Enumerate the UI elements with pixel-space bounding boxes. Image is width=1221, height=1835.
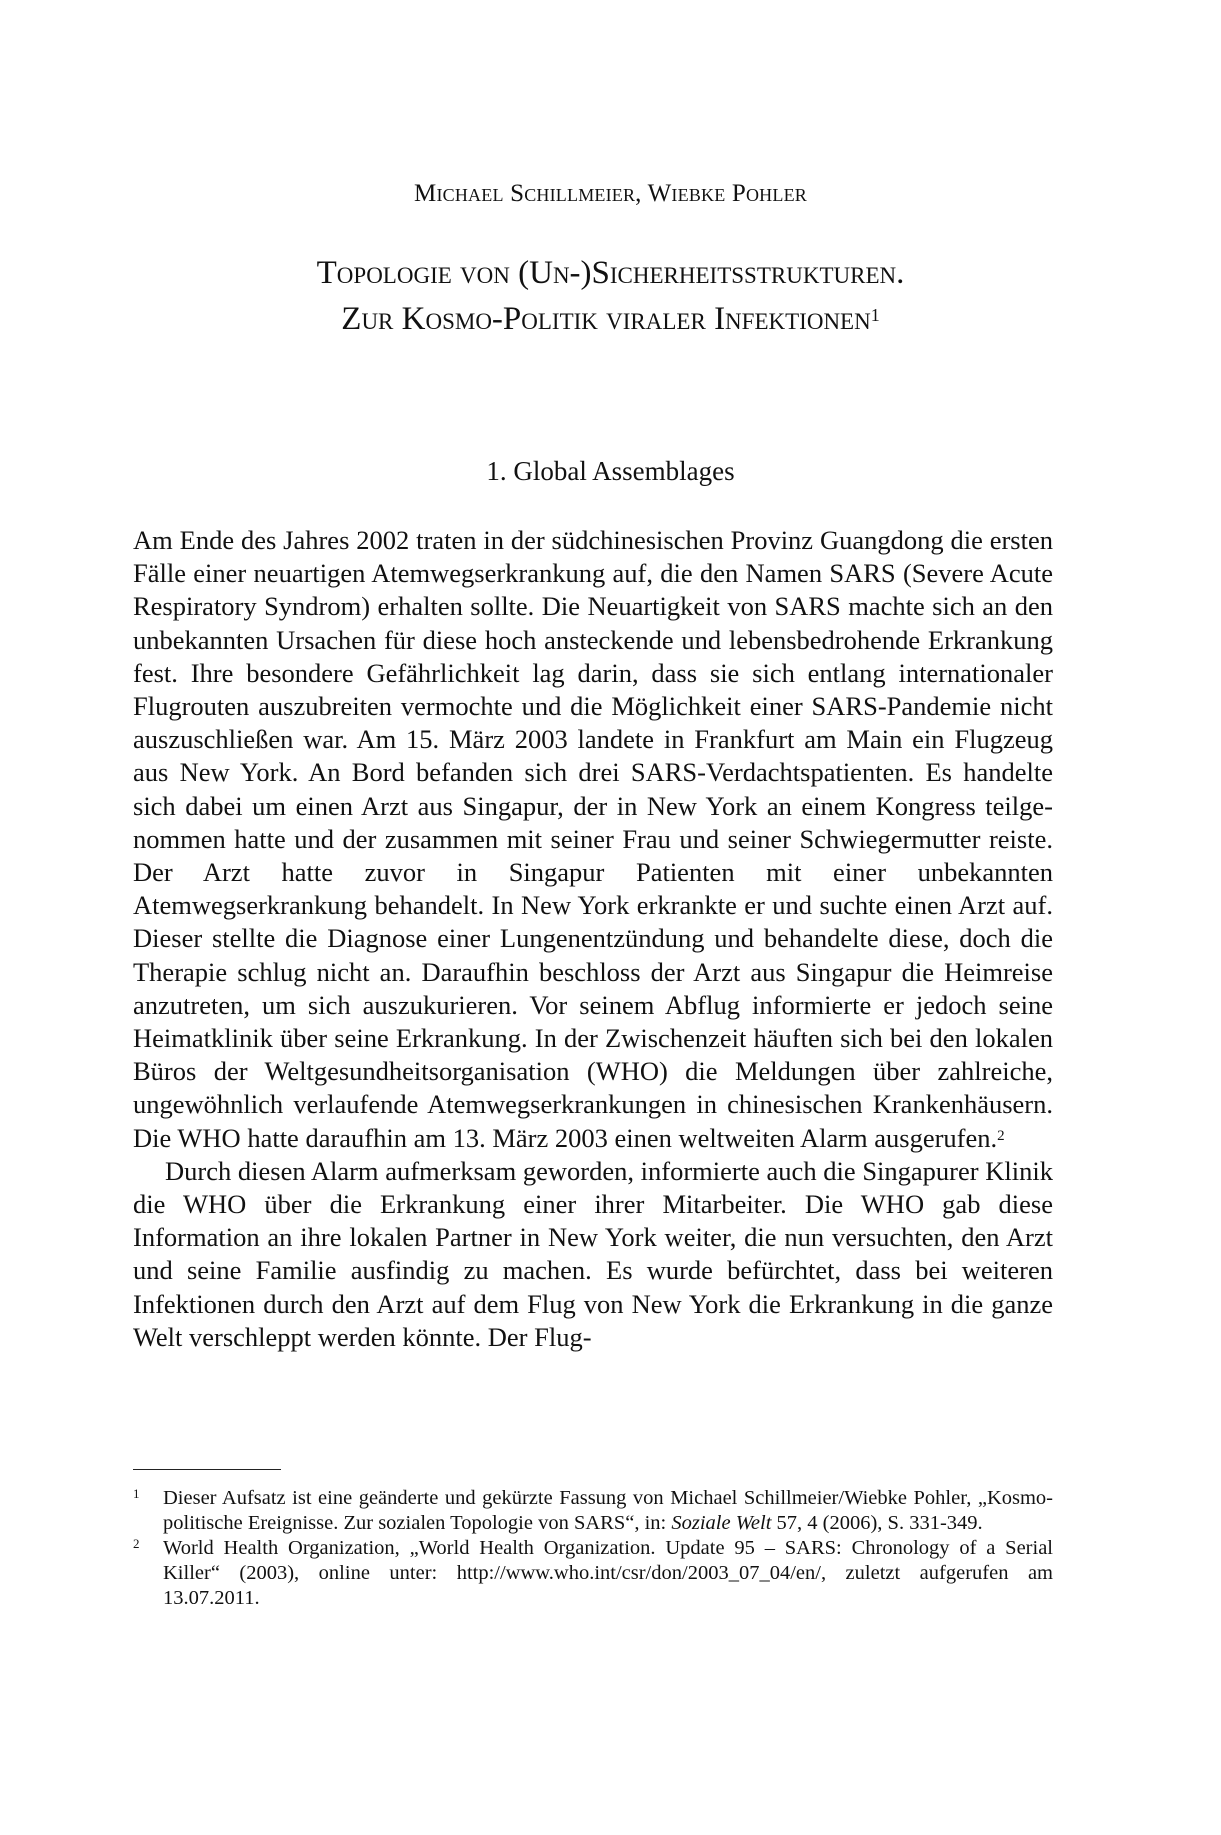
footnote-1 (133, 1486, 1053, 1536)
article-title (0, 250, 1221, 342)
footnote-2 (133, 1536, 1053, 1611)
paragraph-1-footnote-ref[interactable]: 2 (997, 1127, 1005, 1144)
footnotes (133, 1486, 1053, 1611)
section-heading: 1. Global Assemblages (486, 456, 735, 486)
footnote-2-number: 2 (133, 1536, 140, 1551)
footnote-separator (133, 1469, 281, 1470)
footnote-1-number: 1 (133, 1486, 140, 1501)
title-line-2-text: Zur Kosmo-Politik viraler Infektionen (341, 301, 871, 337)
footnote-2-text: World Health Organization, „World Health Organization. Update 95 – SARS: Chronology of a Serial Killer“ (2003), online unter: http://www.who.int/csr/don/2003_07_04/en/, zuletzt aufgerufen am 13.07.2011. (163, 1537, 1053, 1609)
body-text (133, 524, 1053, 1354)
title-footnote-ref[interactable]: 1 (870, 305, 880, 325)
title-line-2 (0, 296, 1221, 342)
paragraph-1 (133, 524, 1053, 1155)
paragraph-2: Durch diesen Alarm aufmerksam geworden, informierte auch die Singapurer Klinik die WHO über die Erkrankung einer ihrer Mitarbeiter. Die WHO gab diese Information an ihre lokalen Partner in New York weiter, die nun versuchten, den Arzt und seine Familie ausfindig zu machen. Es wurde befürchtet, dass bei weiteren Infektionen durch den Arzt auf dem Flug von New York die Erkrankung in die ganze Welt verschleppt werden könnte. Der Flug- (133, 1155, 1053, 1352)
paragraph-1-text: Am Ende des Jahres 2002 traten in der südchinesischen Provinz Guangdong die ersten Fälle einer neuartigen Atemwegserkrankung auf, die den Namen SARS (Severe Acute Respiratory Syndrom) erhalten sollte. Die Neuartigkeit von SARS machte sich an den unbekannten Ursachen für diese hoch ansteckende und lebensbedrohende Erkrankung fest. Ihre besondere Gefährlichkeit lag darin, dass sie sich entlang internationaler Flugrouten auszubreiten vermochte und die Möglichkeit einer SARS-Pandemie nicht auszuschließen war. Am 15. März 2003 landete in Frankfurt am Main ein Flugzeug aus New York. An Bord befanden sich drei SARS-Verdachtspatienten. Es handelte sich dabei um einen Arzt aus Singapur, der in New York an einem Kongress teilgenommen hatte und der zusammen mit seiner Frau und seiner Schwiegermutter reiste. Der Arzt hatte zuvor in Singapur Patienten mit einer unbekannten Atemwegserkrankung behandelt. In New York erkrankte er und suchte einen Arzt auf. Dieser stellte die Diagnose einer Lungenentzündung und behandelte diese, doch die Therapie schlug nicht an. Daraufhin beschloss der Arzt aus Singapur die Heimreise anzutreten, um sich auszukurieren. Vor seinem Abflug informierte er jedoch seine Heimatklinik über seine Erkrankung. In der Zwischenzeit häuften sich bei den lokalen Büros der Weltgesundheitsorganisation (WHO) die Meldungen über zahlreiche, ungewöhnlich verlaufende Atemwegserkrankungen in chinesischen Krankenhäusern. Die WHO hatte daraufhin am 13. März 2003 einen weltweiten Alarm ausgerufen. (133, 525, 1053, 1153)
footnote-1-journal: Soziale Welt (671, 1512, 772, 1534)
footnote-1-text-after: 57, 4 (2006), S. 331-349. (771, 1512, 983, 1534)
author-names: Michael Schillmeier, Wiebke Pohler (414, 180, 807, 207)
title-line-1: Topologie von (Un-)Sicherheitsstrukturen. (316, 255, 905, 291)
footnote-1-text-before: Dieser Aufsatz ist eine geänderte und gekürzte Fassung von Michael Schillmeier/Wiebke Pohler, „Kosmo-politische Ereignisse. Zur sozialen Topologie von SARS“, in: (163, 1487, 1053, 1534)
